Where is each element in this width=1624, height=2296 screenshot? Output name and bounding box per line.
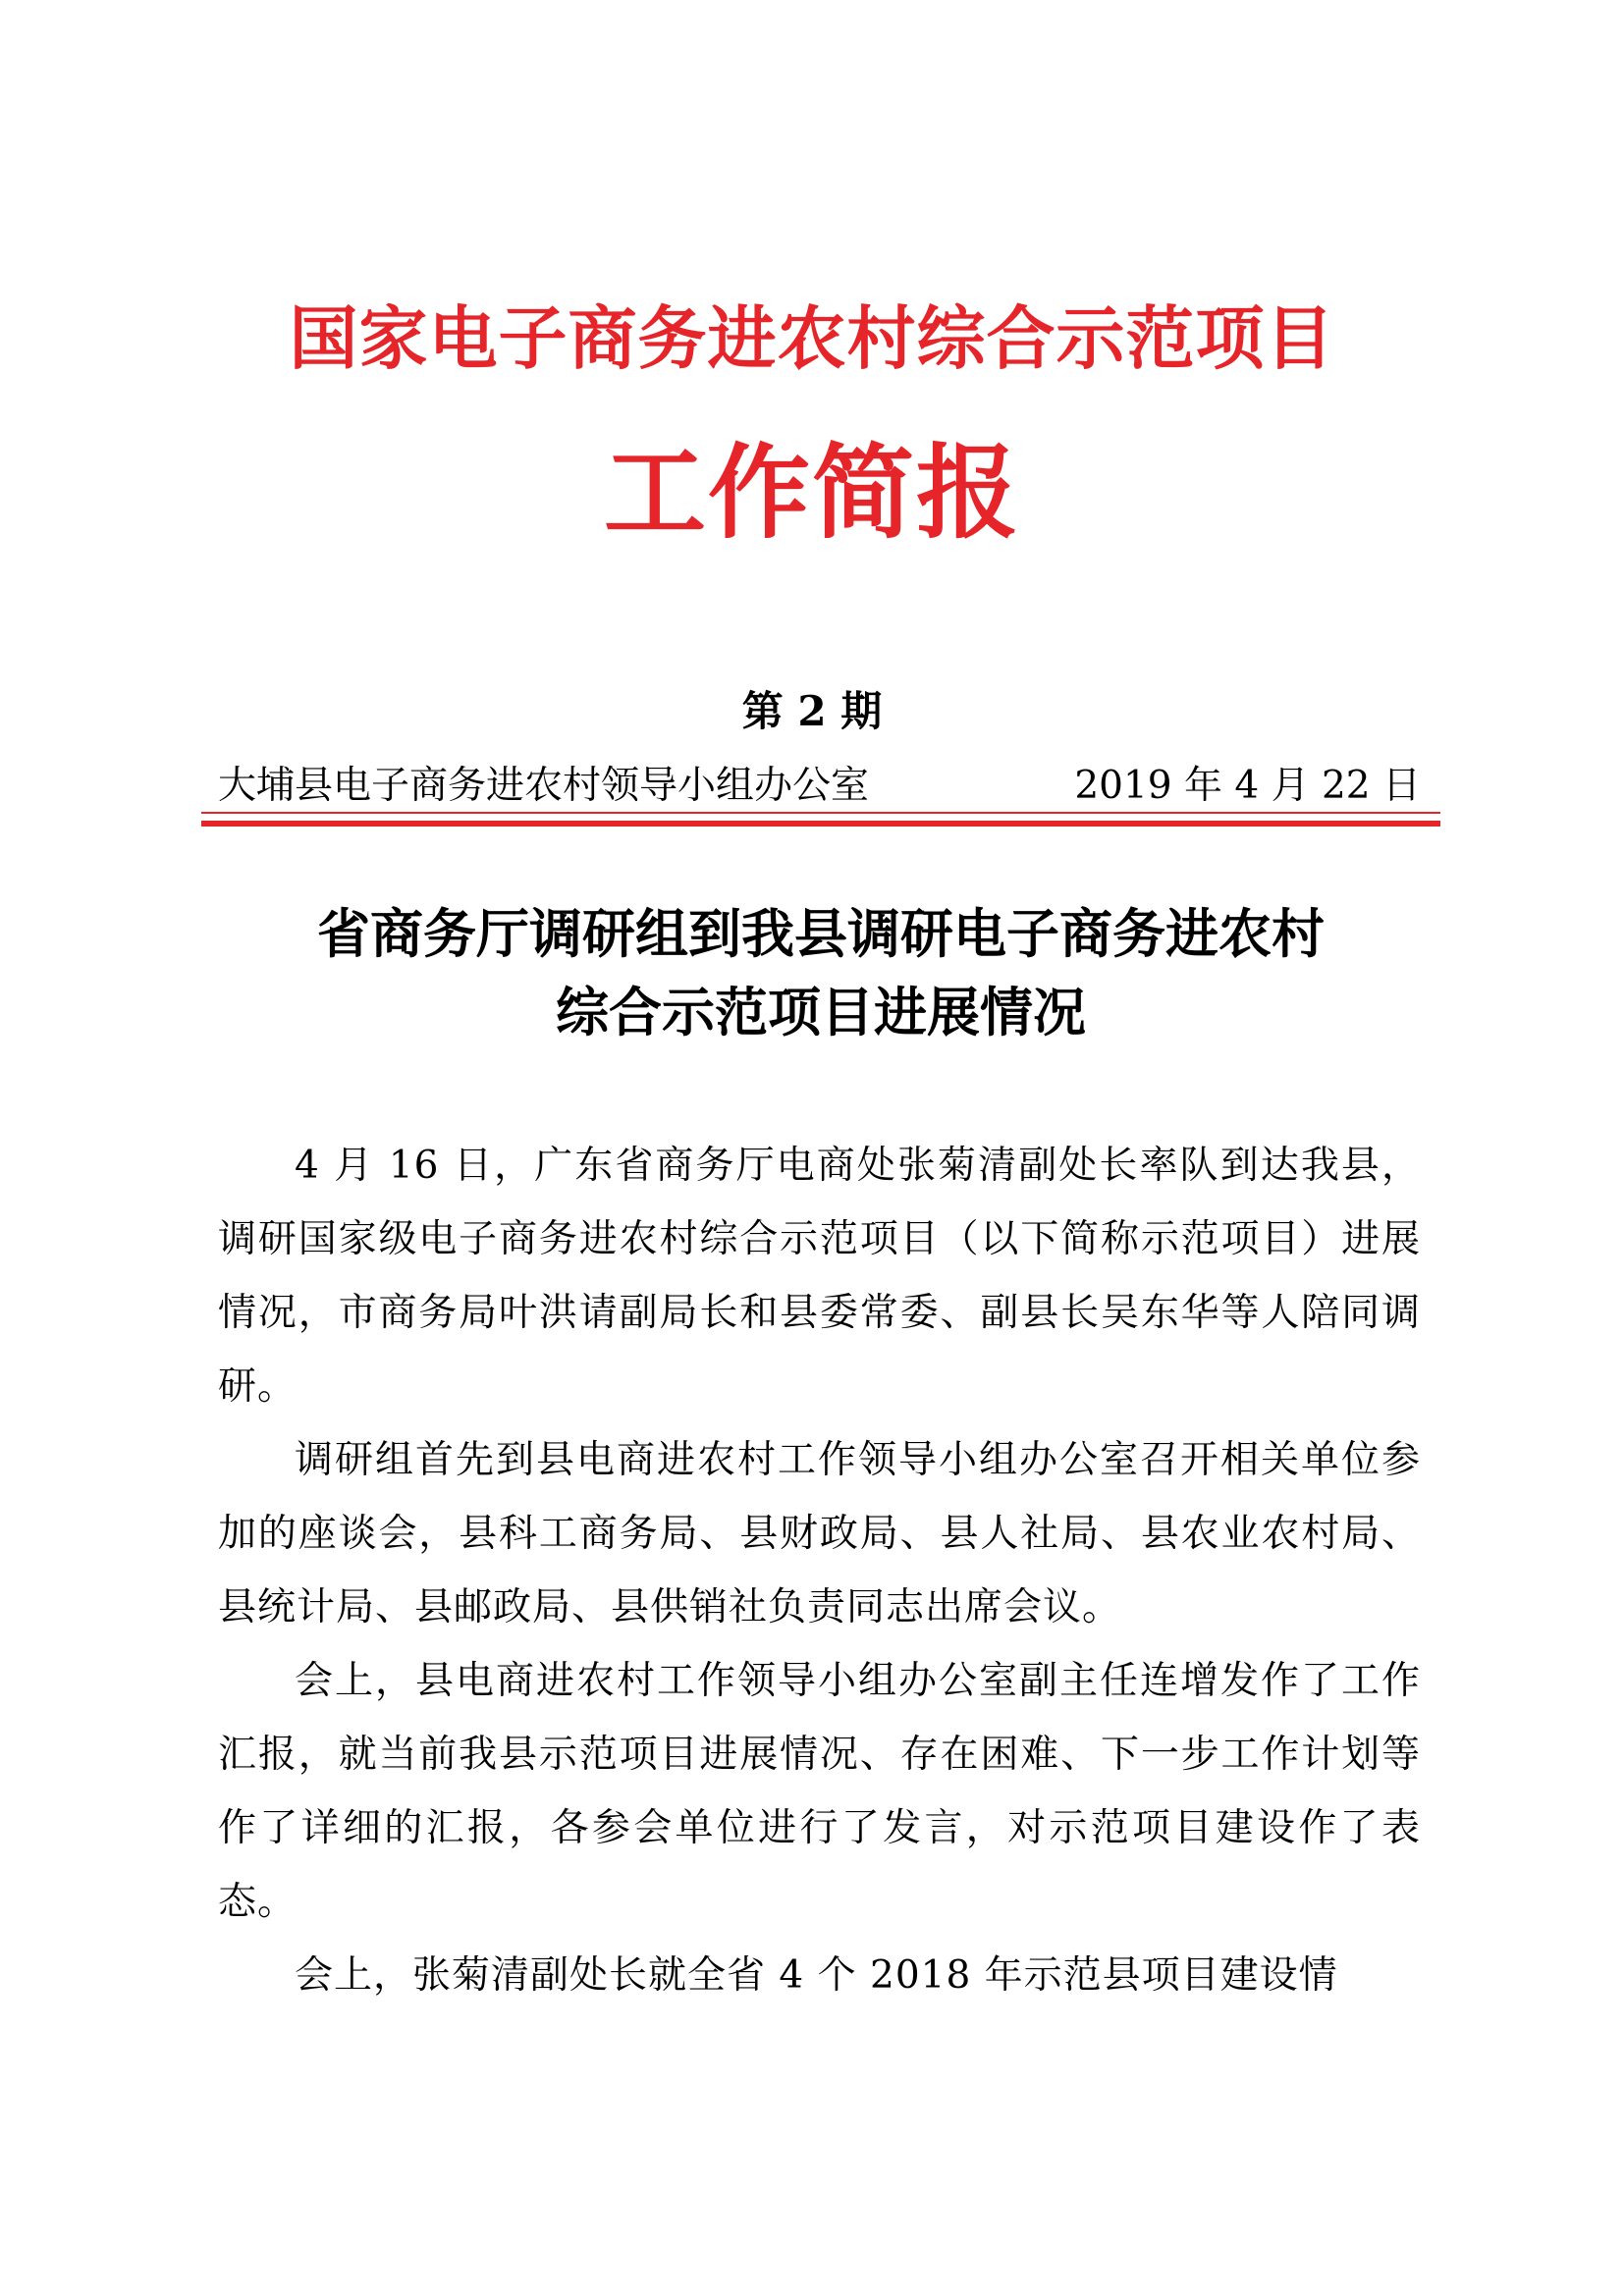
masthead-title-line1: 国家电子商务进农村综合示范项目 <box>289 297 1335 379</box>
publish-date: 2019 年 4 月 22 日 <box>1074 764 1421 808</box>
red-divider-thin <box>201 812 1440 814</box>
issue-number: 第 2 期 <box>741 687 883 735</box>
article-title-line2: 综合示范项目进展情况 <box>556 982 1086 1043</box>
article-paragraph: 会上，县电商进农村工作领导小组办公室副主任连增发作了工作汇报，就当前我县示范项目进展情况、存在困难、下一步工作计划等作了详细的汇报，各参会单位进行了发言，对示范项目建设作了表态。 <box>218 1659 1421 1924</box>
article-paragraph: 会上，张菊清副处长就全省 4 个 2018 年示范县项目建设情 <box>295 1953 1338 1998</box>
article-paragraph: 4 月 16 日，广东省商务厅电商处张菊清副处长率队到达我县，调研国家级电子商务进农村综合示范项目（以下简称示范项目）进展情况，市商务局叶洪请副局长和县委常委、副县长吴东华等人陪同调研。 <box>218 1144 1421 1409</box>
masthead-title-line2: 工作简报 <box>603 432 1020 553</box>
article-paragraph: 调研组首先到县电商进农村工作领导小组办公室召开相关单位参加的座谈会，县科工商务局、县财政局、县人社局、县农业农村局、县统计局、县邮政局、县供销社负责同志出席会议。 <box>218 1438 1421 1629</box>
article-title <box>201 895 1440 1052</box>
article-body <box>218 1129 1421 2012</box>
publisher-office: 大埔县电子商务进农村领导小组办公室 <box>218 764 870 808</box>
publisher-info-row <box>218 761 1421 812</box>
red-divider-thick <box>201 821 1440 827</box>
article-title-line1: 省商务厅调研组到我县调研电子商务进农村 <box>317 903 1325 965</box>
